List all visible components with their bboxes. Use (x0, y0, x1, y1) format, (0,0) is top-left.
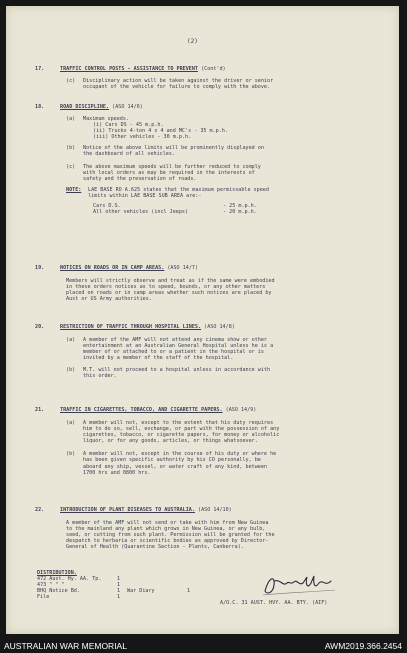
section-heading: RESTRICTION OF TRAFFIC THROUGH HOSPITAL LINES. (ASO 14/8) (60, 324, 235, 330)
section-heading: NOTICES ON ROADS OR IN CAMP AREAS. (ASO 14/7) (60, 265, 199, 271)
list-item: (b) A member will not, except in the course of his duty or where he has been given specific authority by his CO personally, be aboard any ship, vessel, or water craft of any kind, between 1700 hrs and 0800 hrs. (66, 451, 277, 476)
section-number: 22. (35, 507, 45, 513)
section-paragraph: Members will strictly observe and treat as if the same were embodied in these orders notices as to speed, bounds, or any other matters placed on roads or in camp areas whether such notices are placed by Aust or US Army authorities. (66, 278, 275, 303)
list-item: 472 Aust. Hy. AA. Tp. 1 (37, 576, 121, 583)
page-number: (2) (187, 38, 198, 45)
list-item: (c) The above maximum speeds will be further reduced to comply with local orders as may be required in the interests of safety and the preservation of roads. (66, 163, 261, 182)
section-number: 19. (35, 265, 45, 271)
list-item: 473 " " " 1 (37, 582, 121, 589)
archive-footer (0, 640, 407, 653)
signatory-authority: A/O.C. 31 AUST. HVY. AA. BTY. (AIF) (220, 600, 328, 606)
archive-name: AUSTRALIAN WAR MEMORIAL (4, 641, 127, 651)
list-item: (a) A member will not, except to the extent that his duty requires him to do so, sell, exchange, or part with the possession of any cigarettes, tobacco, or cigarette papers, for money or alcoholic liquor, or for any goods, articles, or things whatsoever. (66, 420, 280, 445)
section-body (66, 78, 375, 94)
list-item: (c) Disciplinary action will be taken against the driver or senior occupant of the vehicle for failure to comply with the above. (66, 78, 274, 91)
distribution-heading: DISTRIBUTION. (37, 570, 77, 576)
section-number: 18. (35, 104, 45, 110)
section-heading: INTRODUCTION OF PLANT DISEASES TO AUSTRALIA. (ASO 14/10) (60, 507, 232, 513)
handwritten-signature (261, 571, 341, 599)
list-item: (b) Notice of the above limits will be prominently displayed on the dashboard of all vehicles. (66, 145, 264, 158)
section-heading: TRAFFIC CONTROL POSTS - ASSISTANCE TO PREVENT (Cont'd) (60, 66, 226, 72)
list-item: (a) A member of the AMF will not attend any cinema show or other entertainment at an Australian General Hospital unless he is a member of or attached to or a patient in the hospital or is invited by a member of the staff of the hospital. (66, 337, 274, 362)
section-number: 20. (35, 324, 45, 330)
section-body (66, 337, 375, 384)
list-item: File 1 (37, 594, 121, 601)
list-item: BHQ Notice Bd. 1 War Diary 1 (37, 588, 191, 595)
document-page (6, 6, 399, 634)
section-heading: ROAD DISCIPLINE. (ASO 14/6) (60, 104, 143, 110)
section-number: 17. (35, 66, 45, 72)
archive-reference: AWM2019.366.2454 (324, 641, 402, 651)
section-body (66, 420, 375, 480)
section-paragraph: A member of the AMF will not send or take with him from New Guinea to the mainland any plant which grows in New Guinea, or any bulb, seed, or cutting from such plant. Permission will be granted for the despatch to herbaria or scientific bodies as approved by Director- General of Health (Quarantine Section - Plants, Canberra). (66, 520, 275, 551)
distribution-list (37, 570, 190, 600)
section-heading: TRAFFIC IN CIGARETTES, TOBACCO, AND CIGARETTE PAPERS. (ASO 14/9) (60, 407, 257, 413)
section-body (66, 116, 375, 219)
speed-limits: Cars D.S. - 25 m.p.h. All other vehicles (incl Jeeps) - 20 m.p.h. (93, 203, 257, 216)
list-item: (b) M.T. will not proceed to a hospital unless in accordance with this order. (66, 367, 271, 380)
list-item: (a) Maximum speeds. (i) Cars DS - 45 m.p.h. (ii) Trucks 4-ton 4 x 4 and MC's - 35 m.p.h. (iii) Other vehicles - 30 m.p.h. (66, 116, 228, 141)
section-number: 21. (35, 407, 45, 413)
note: NOTE: LAE BASE RO A.625 states that the maximum permissable speed limits within LAE BASE SUB AREA are:- Cars D.S. - 25 m.p.h. All other vehicles (incl Jeeps) - 20 m.p.h. (66, 187, 375, 215)
